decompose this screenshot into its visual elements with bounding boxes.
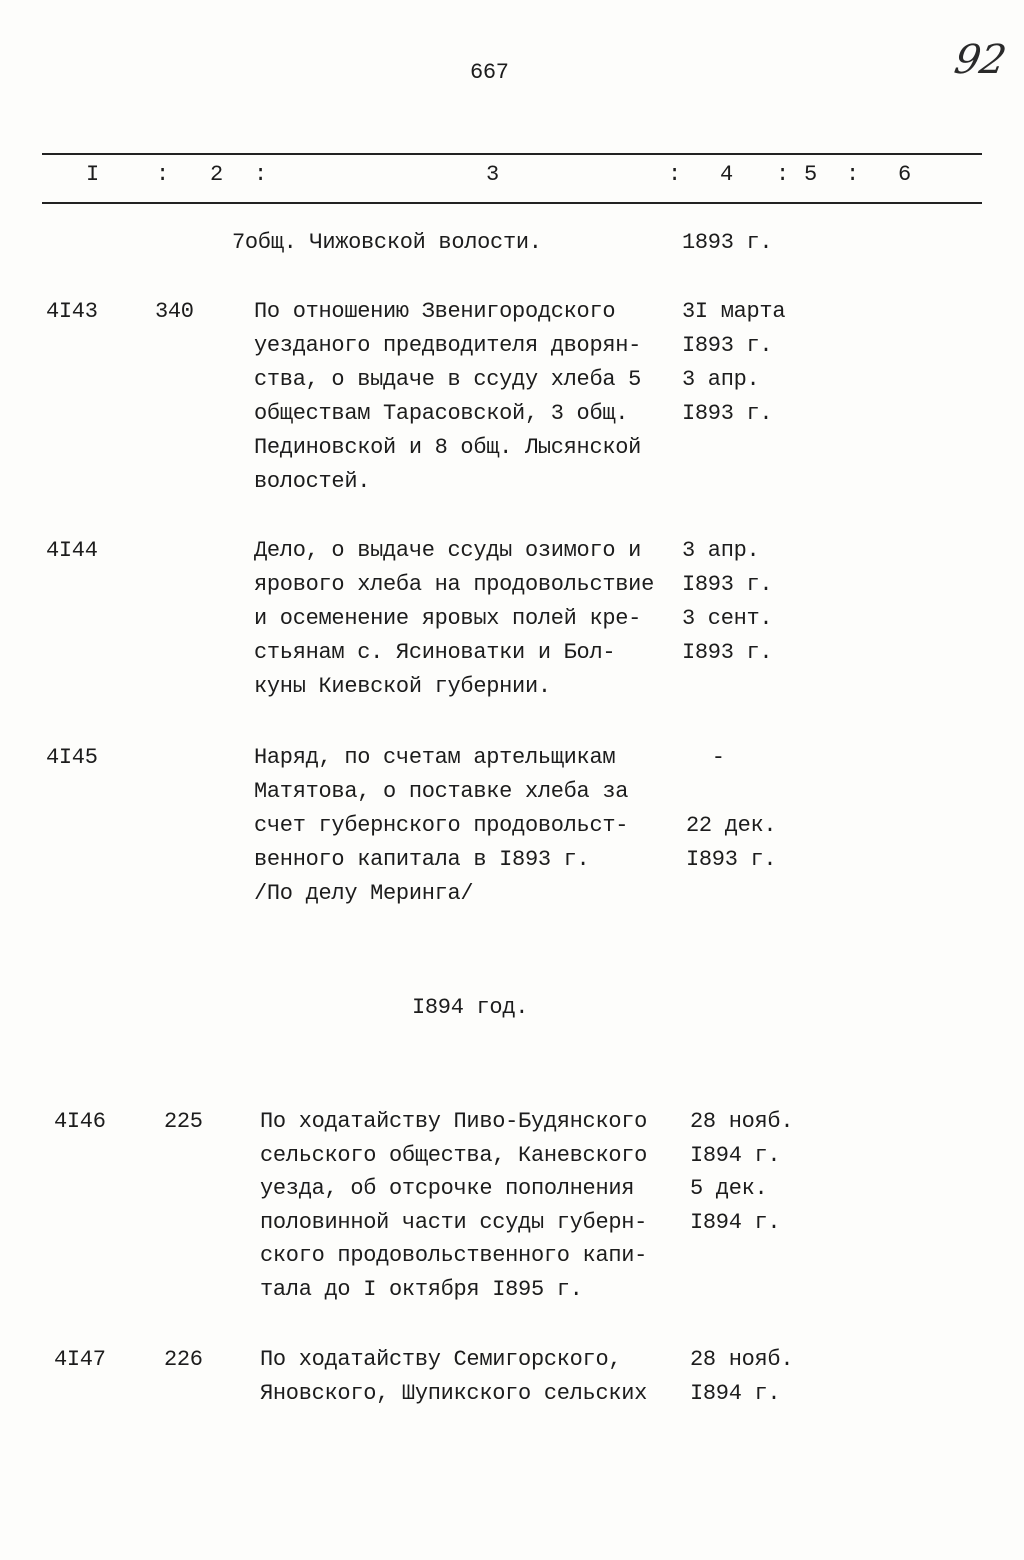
entry-title-line: волостей. — [254, 469, 371, 494]
column-separator: : — [668, 162, 681, 187]
entry-title-line: тала до I октября I895 г. — [260, 1277, 583, 1302]
entry-id: 4I43 — [46, 299, 98, 324]
entry-date-line: - — [686, 745, 725, 770]
column-header: 4 — [720, 162, 733, 187]
entry-date-line: I894 г. — [690, 1142, 781, 1168]
entry-title-line: стьянам с. Ясиноватки и Бол- — [254, 640, 616, 665]
entry-title-line: половинной части ссуды губерн- — [260, 1209, 648, 1235]
entry-id: 4I47 — [54, 1347, 106, 1372]
entry-date-line: I893 г. — [682, 333, 773, 358]
entry-title-line: По отношению Звенигородского — [254, 299, 616, 324]
entry-id: 4I45 — [46, 745, 98, 770]
column-separator: : — [254, 162, 267, 187]
entry-date-line: 3 апр. — [682, 367, 760, 392]
entry-title-line: По ходатайству Пиво-Будянского — [260, 1109, 648, 1134]
entry-title-line: уезданого предводителя дворян- — [254, 333, 642, 358]
entry-title-line: Дело, о выдаче ссуды озимого и — [254, 538, 642, 563]
header-top-rule — [42, 153, 982, 155]
column-header: 6 — [898, 162, 911, 187]
entry-date-line: I893 г. — [682, 572, 773, 597]
entry-date-line: 28 нояб. — [690, 1109, 794, 1134]
entry-date-line: I893 г. — [682, 640, 773, 665]
entry-title-line: и осеменение яровых полей кре- — [254, 606, 642, 631]
entry-title-line: венного капитала в I893 г. — [254, 847, 590, 872]
entry-date-line: 28 нояб. — [690, 1347, 794, 1372]
page-number: 667 — [470, 60, 509, 85]
header-bottom-rule — [42, 202, 982, 204]
entry-title-line: 7общ. Чижовской волости. — [232, 230, 542, 255]
entry-date-line: 3 апр. — [682, 538, 760, 563]
entry-date-line: I894 г. — [690, 1209, 781, 1235]
entry-title-line: обществам Тарасовской, 3 общ. — [254, 401, 629, 426]
entry-date-line: 22 дек. — [686, 813, 777, 838]
entry-date-line: I894 г. — [690, 1380, 781, 1406]
year-heading: I894 год. — [412, 995, 529, 1020]
handwritten-folio-number: 92 — [950, 37, 1010, 83]
entry-date-line: I893 г. — [682, 401, 773, 426]
entry-id: 4I46 — [54, 1109, 106, 1134]
entry-file-number: 226 — [164, 1347, 203, 1372]
column-header: 3 — [486, 162, 499, 187]
column-header: 5 — [804, 162, 817, 187]
column-separator: : — [156, 162, 169, 187]
entry-title-line: Матятова, о поставке хлеба за — [254, 779, 629, 804]
entry-title-line: счет губернского продовольст- — [254, 813, 629, 838]
entry-date-line: 1893 г. — [682, 230, 773, 255]
entry-id: 4I44 — [46, 538, 98, 563]
entry-title-line: сельского общества, Каневского — [260, 1142, 648, 1168]
entry-title-line: ярового хлеба на продовольствие — [254, 572, 654, 597]
entry-title-line: куны Киевской губернии. — [254, 674, 551, 699]
entry-title-line: Наряд, по счетам артельщикам — [254, 745, 616, 770]
entry-date-line: 3I марта — [682, 299, 786, 324]
entry-title-line: /По делу Меринга/ — [254, 881, 474, 906]
entry-title-line: ского продовольственного капи- — [260, 1243, 648, 1269]
entry-title-line: Яновского, Шупикского сельских — [260, 1380, 648, 1406]
column-separator: : — [846, 162, 859, 187]
entry-date-line: I893 г. — [686, 847, 777, 872]
entry-file-number: 340 — [155, 299, 194, 324]
entry-title-line: ства, о выдаче в ссуду хлеба 5 — [254, 367, 642, 392]
column-header: I — [86, 162, 99, 187]
column-separator: : — [776, 162, 789, 187]
column-header: 2 — [210, 162, 223, 187]
entry-date-line: 5 дек. — [690, 1176, 768, 1202]
entry-title-line: уезда, об отсрочке пополнения — [260, 1176, 635, 1202]
entry-title-line: По ходатайству Семигорского, — [260, 1347, 622, 1372]
entry-file-number: 225 — [164, 1109, 203, 1134]
entry-title-line: Пединовской и 8 общ. Лысянской — [254, 435, 642, 460]
entry-date-line: 3 сент. — [682, 606, 773, 631]
